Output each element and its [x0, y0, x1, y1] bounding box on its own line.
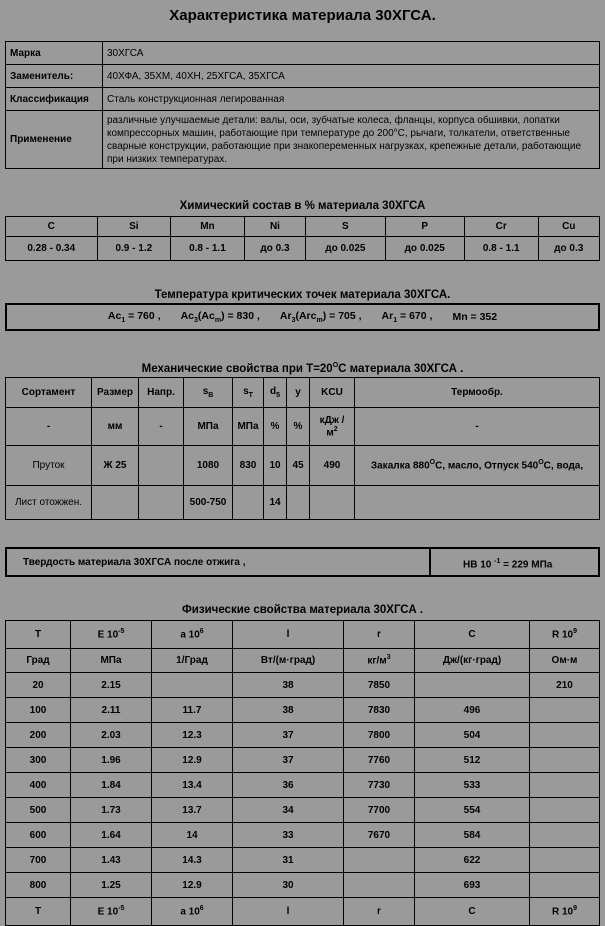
phys-cell: 300 [6, 748, 71, 773]
mech-title: Механические свойства при $Т=20^OС$ материала 30ХГСА . [141, 362, 464, 375]
mech-cell: 14 [264, 486, 287, 520]
phys-cell: 13.4 [152, 773, 233, 798]
phys-cell: 37 [233, 748, 344, 773]
phys-cell: 400 [6, 773, 71, 798]
mech-unit: % [287, 408, 310, 446]
phys-cell: 700 [6, 848, 71, 873]
phys-cell: 30 [233, 873, 344, 898]
mech-unit: МПа [233, 408, 264, 446]
chem-header: Ni [244, 217, 305, 237]
phys-cell [530, 823, 600, 848]
mech-unit: - [6, 408, 92, 446]
chem-header: S [306, 217, 385, 237]
phys-table [5, 620, 600, 926]
phys-cell [344, 873, 415, 898]
phys-cell: 100 [6, 698, 71, 723]
phys-cell [530, 723, 600, 748]
phys-unit: МПа [71, 649, 152, 673]
chem-header: Cr [464, 217, 538, 237]
phys-header: a $10^6$ [152, 621, 233, 649]
ar1-value: $Ar_1 = 670$ , [381, 309, 433, 325]
chem-values-row [6, 237, 600, 261]
table-row [6, 486, 600, 520]
phys-unit: 1/Град [152, 649, 233, 673]
phys-cell: 7830 [344, 698, 415, 723]
phys-cell: 7800 [344, 723, 415, 748]
mech-unit: МПа [184, 408, 233, 446]
phys-cell [530, 873, 600, 898]
phys-cell: 533 [415, 773, 530, 798]
phys-cell: 1.73 [71, 798, 152, 823]
phys-unit: Вт/(м·град) [233, 649, 344, 673]
critical-points [5, 303, 600, 331]
chem-table [5, 216, 600, 261]
phys-unit: Ом·м [530, 649, 600, 673]
phys-header: E $10^{-5}$ [71, 898, 152, 926]
table-row [6, 873, 600, 898]
mech-header: Напр. [139, 378, 184, 408]
mech-cell: Ж 25 [92, 446, 139, 486]
spec-row [6, 88, 600, 111]
phys-cell: 34 [233, 798, 344, 823]
phys-unit: Град [6, 649, 71, 673]
spec-value: 40ХФА, 35ХМ, 40ХН, 25ХГСА, 35ХГСА [103, 65, 600, 88]
phys-cell: 200 [6, 723, 71, 748]
mech-header: $s_T$ [233, 378, 264, 408]
mech-unit: мм [92, 408, 139, 446]
phys-cell: 14.3 [152, 848, 233, 873]
mech-cell [310, 486, 355, 520]
phys-cell [344, 848, 415, 873]
hardness-label: Твердость материала 30ХГСА после отжига , [23, 557, 246, 568]
mech-cell [139, 486, 184, 520]
chem-value: 0.8 - 1.1 [464, 237, 538, 261]
chem-value: до 0.3 [538, 237, 600, 261]
phys-cell [530, 698, 600, 723]
crit-title: Температура критических точек материала 30ХГСА. [154, 289, 451, 301]
phys-header: R $10^9$ [530, 621, 600, 649]
phys-cell [530, 748, 600, 773]
hardness-box [5, 547, 600, 577]
phys-header: R $10^9$ [530, 898, 600, 926]
phys-cell [530, 773, 600, 798]
phys-header: T [6, 898, 71, 926]
table-row [6, 798, 600, 823]
phys-cell [415, 673, 530, 698]
spec-row [6, 42, 600, 65]
chem-value: до 0.025 [385, 237, 464, 261]
phys-cell [530, 848, 600, 873]
phys-cell: 584 [415, 823, 530, 848]
phys-cell: 33 [233, 823, 344, 848]
chem-header: Mn [171, 217, 245, 237]
table-row [6, 446, 600, 486]
phys-cell: 1.25 [71, 873, 152, 898]
mech-table [5, 377, 600, 520]
phys-cell: 693 [415, 873, 530, 898]
phys-cell: 1.43 [71, 848, 152, 873]
spec-value: Сталь конструкционная легированная [103, 88, 600, 111]
phys-header: l [233, 898, 344, 926]
mech-cell: 45 [287, 446, 310, 486]
phys-cell: 210 [530, 673, 600, 698]
chem-header: Si [97, 217, 171, 237]
phys-header-row [6, 621, 600, 649]
mech-cell [287, 486, 310, 520]
mech-unit: - [139, 408, 184, 446]
phys-cell: 12.9 [152, 748, 233, 773]
phys-cell: 504 [415, 723, 530, 748]
mech-units-row [6, 408, 600, 446]
mech-cell: 490 [310, 446, 355, 486]
mech-header: y [287, 378, 310, 408]
spec-label: Применение [6, 111, 103, 169]
spec-value: 30ХГСА [103, 42, 600, 65]
phys-cell: 13.7 [152, 798, 233, 823]
phys-header: r [344, 898, 415, 926]
mech-header: Размер [92, 378, 139, 408]
ar3-value: $Ar_3(Arc_m) = 705$ , [279, 309, 362, 325]
phys-cell: 2.15 [71, 673, 152, 698]
phys-header: C [415, 621, 530, 649]
spec-row [6, 65, 600, 88]
phys-cell: 31 [233, 848, 344, 873]
mech-unit: - [355, 408, 600, 446]
phys-cell: 38 [233, 698, 344, 723]
mech-unit: кДж / $м^2$ [310, 408, 355, 446]
table-row [6, 723, 600, 748]
mech-cell: 1080 [184, 446, 233, 486]
spec-label: Заменитель: [6, 65, 103, 88]
mech-cell: 830 [233, 446, 264, 486]
phys-cell: 622 [415, 848, 530, 873]
phys-cell: 7760 [344, 748, 415, 773]
phys-units-row [6, 649, 600, 673]
mech-heat-treatment: Закалка $880^OС$, масло, Отпуск $540^OС$, вода, [355, 446, 600, 486]
chem-value: до 0.025 [306, 237, 385, 261]
mech-header: Термообр. [355, 378, 600, 408]
ac1-value: $Ac_1 = 760$ , [107, 309, 161, 325]
phys-cell: 496 [415, 698, 530, 723]
table-row [6, 773, 600, 798]
spec-row [6, 111, 600, 169]
page-title: Характеристика материала 30ХГСА. [169, 7, 436, 24]
phys-cell: 2.03 [71, 723, 152, 748]
phys-cell: 7730 [344, 773, 415, 798]
phys-header: r [344, 621, 415, 649]
mech-cell [233, 486, 264, 520]
phys-unit: $кг/м^3$ [344, 649, 415, 673]
chem-header: C [6, 217, 98, 237]
table-row [6, 748, 600, 773]
phys-cell: 7700 [344, 798, 415, 823]
phys-cell: 7850 [344, 673, 415, 698]
table-row [6, 848, 600, 873]
mn-value: Mn = 352 [452, 311, 498, 323]
phys-cell: 1.64 [71, 823, 152, 848]
phys-header: a $10^6$ [152, 898, 233, 926]
phys-header: T [6, 621, 71, 649]
phys-cell: 512 [415, 748, 530, 773]
spec-label: Классификация [6, 88, 103, 111]
phys-cell: 554 [415, 798, 530, 823]
chem-value: до 0.3 [244, 237, 305, 261]
hardness-value: HB 10 $^{-1}$ = 229 МПа [463, 558, 553, 571]
phys-cell: 2.11 [71, 698, 152, 723]
phys-cell: 37 [233, 723, 344, 748]
phys-cell: 12.9 [152, 873, 233, 898]
chem-title: Химический состав в % материала 30ХГСА [179, 200, 426, 212]
mech-cell [92, 486, 139, 520]
mech-unit: % [264, 408, 287, 446]
chem-value: 0.8 - 1.1 [171, 237, 245, 261]
mech-cell: 500-750 [184, 486, 233, 520]
phys-cell: 36 [233, 773, 344, 798]
chem-header: P [385, 217, 464, 237]
phys-cell: 1.84 [71, 773, 152, 798]
phys-unit: Дж/(кг·град) [415, 649, 530, 673]
mech-header: $s_B$ [184, 378, 233, 408]
phys-cell [530, 798, 600, 823]
chem-value: 0.9 - 1.2 [97, 237, 171, 261]
spec-value: различные улучшаемые детали: валы, оси, зубчатые колеса, фланцы, корпуса обшивки, лопатки компрессорных машин, работающие при температуре до 200°С, рычаги, толкатели, ответственные сварные конструкции, работающие при знакопеременных нагрузках, крепежные детали, работающие при низких температурах. [103, 111, 600, 169]
table-row [6, 698, 600, 723]
mech-header-row [6, 378, 600, 408]
phys-cell: 12.3 [152, 723, 233, 748]
phys-cell: 14 [152, 823, 233, 848]
mech-header: KCU [310, 378, 355, 408]
phys-cell: 500 [6, 798, 71, 823]
phys-cell: 20 [6, 673, 71, 698]
phys-footer-row [6, 898, 600, 926]
mech-cell: Лист отожжен. [6, 486, 92, 520]
mech-header: Сортамент [6, 378, 92, 408]
mech-cell: 10 [264, 446, 287, 486]
phys-title: Физические свойства материала 30ХГСА . [181, 604, 424, 616]
phys-cell: 38 [233, 673, 344, 698]
mech-cell [355, 486, 600, 520]
chem-header: Cu [538, 217, 600, 237]
ac3-value: $Ac_3(Ac_m) = 830$ , [180, 309, 260, 325]
phys-header: C [415, 898, 530, 926]
phys-cell: 600 [6, 823, 71, 848]
phys-cell: 800 [6, 873, 71, 898]
phys-cell: 7670 [344, 823, 415, 848]
chem-value: 0.28 - 0.34 [6, 237, 98, 261]
phys-cell [152, 673, 233, 698]
spec-table [5, 41, 600, 169]
divider [429, 549, 431, 575]
chem-header-row [6, 217, 600, 237]
phys-cell: 11.7 [152, 698, 233, 723]
phys-cell: 1.96 [71, 748, 152, 773]
table-row [6, 673, 600, 698]
phys-header: l [233, 621, 344, 649]
spec-label: Марка [6, 42, 103, 65]
mech-header: $d_5$ [264, 378, 287, 408]
mech-cell [139, 446, 184, 486]
mech-cell: Пруток [6, 446, 92, 486]
table-row [6, 823, 600, 848]
phys-header: E $10^{-5}$ [71, 621, 152, 649]
